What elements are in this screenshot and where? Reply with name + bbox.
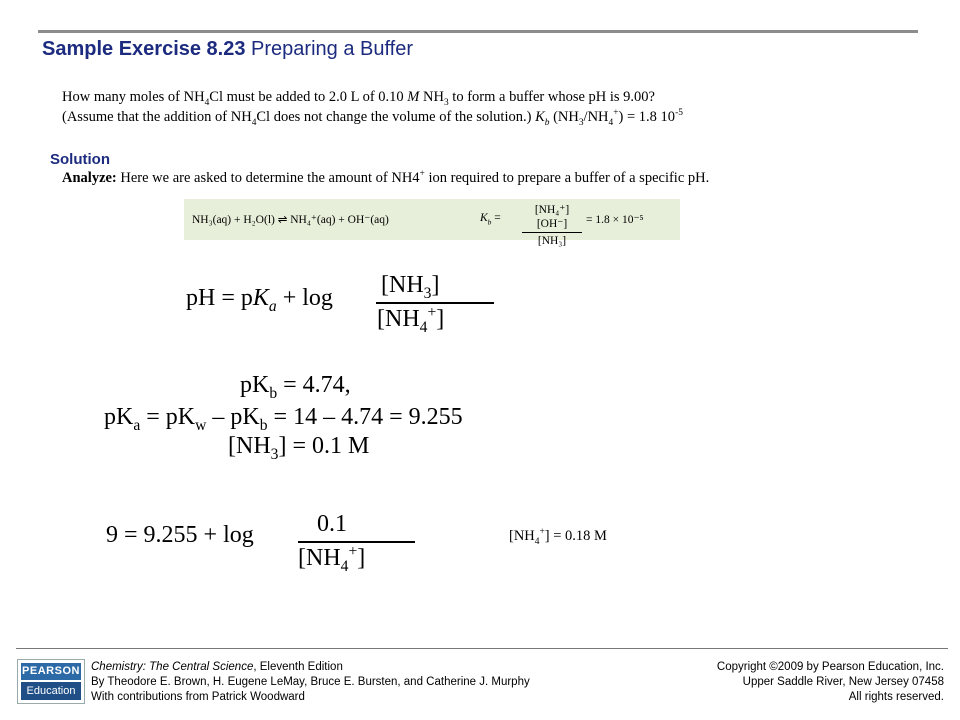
kb-fraction — [522, 202, 582, 247]
final-denominator: $[NH_4^+]$ — [298, 543, 366, 575]
question-line-2: (Assume that the addition of $NH_4Cl$ does not change the volume of the solution.) $K_b$ $(NH_3/NH_4^+) = 1.8$ $10^{-5}$ — [62, 108, 683, 128]
contributions-line: With contributions from Patrick Woodward — [91, 691, 305, 703]
kb-numerator: [NH₄⁺][OH⁻] — [534, 204, 570, 230]
logo-top-text: PEARSON — [21, 663, 81, 680]
hh-numerator: $[NH_3]$ — [381, 272, 440, 302]
footer-rule — [16, 648, 948, 649]
analyze-text: Analyze: Here we are asked to determine the amount of NH4+ ion required to prepare a buffer of a specific pH. — [62, 169, 710, 186]
pka-line: $pK_a = pK_w - pK_b = 14 - 4.74 = 9.255$ — [104, 404, 463, 434]
logo-bottom-text: Education — [21, 682, 81, 700]
nh3-concentration-line: $[NH_3] = 0.1$ M — [228, 433, 370, 463]
book-title-line: Chemistry: The Central Science, Eleventh Edition — [91, 661, 343, 673]
title-rest: Preparing a Buffer — [251, 38, 413, 60]
kb-denominator: [NH₃] — [537, 235, 567, 247]
kb-fraction-bar — [522, 232, 582, 233]
footer-credits — [91, 660, 530, 705]
hh-denominator: $[NH_4^+]$ — [377, 304, 445, 336]
address-line: Upper Saddle River, New Jersey 07458 — [742, 676, 944, 688]
reaction-equation: NH₃(aq) + H₂O(l) ⇌ NH₄⁺(aq) + OH⁻(aq) — [192, 214, 389, 226]
hh-lhs: pH = $pK_a + \log$ — [186, 285, 333, 315]
question-line-1: How many moles of $NH_4Cl$ must be added to 2.0 L of 0.10 M $NH_3$ to form a buffer whose pH is 9.00? — [62, 89, 655, 108]
footer-copyright — [717, 660, 944, 705]
kb-value: = 1.8 × 10⁻⁵ — [586, 214, 644, 226]
kb-label: $K_b$ = — [480, 212, 501, 227]
equilibrium-equation-box — [184, 199, 680, 247]
final-result: $[NH_4^+] = 0.18$ M — [509, 527, 607, 547]
final-numerator: 0.1 — [317, 511, 347, 537]
rights-line: All rights reserved. — [848, 691, 944, 703]
pkb-line: $pK_b = 4.74$, — [240, 372, 351, 402]
authors-line: By Theodore E. Brown, H. Eugene LeMay, Bruce E. Bursten, and Catherine J. Murphy — [91, 676, 530, 688]
solution-label: Solution — [50, 151, 110, 168]
copyright-line: Copyright ©2009 by Pearson Education, Inc. — [716, 661, 944, 673]
pearson-logo — [17, 659, 85, 704]
title-bold: Sample Exercise 8.23 — [42, 38, 246, 60]
top-rule — [38, 30, 918, 33]
final-lhs: 9 = 9.255 + log — [106, 522, 254, 548]
page-title — [42, 38, 413, 61]
